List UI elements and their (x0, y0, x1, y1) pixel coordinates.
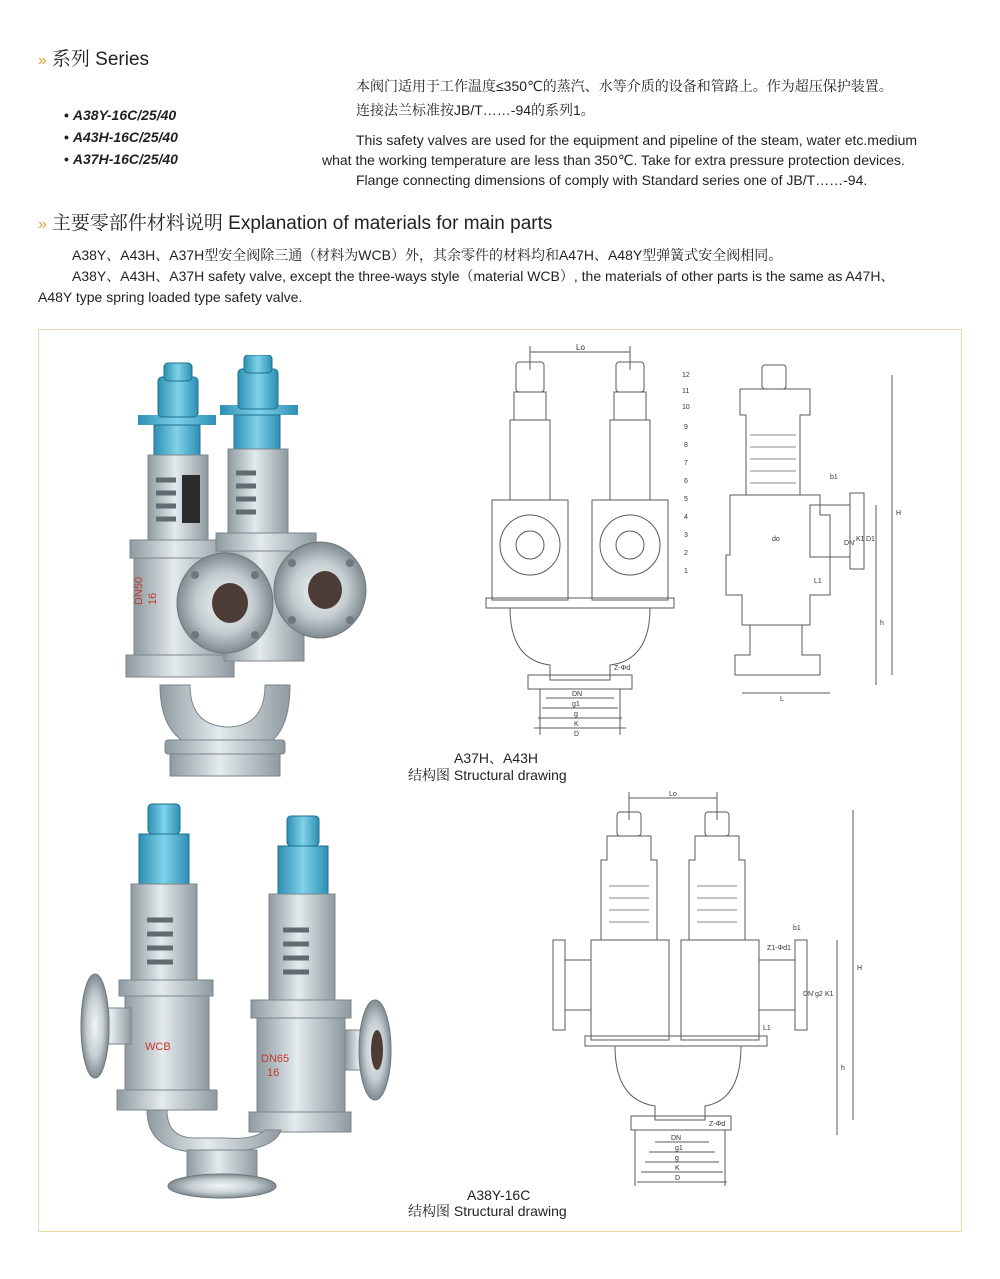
dim-label: K (574, 721, 579, 728)
part-number: 8 (684, 442, 688, 449)
valve-photo-a38y (75, 800, 405, 1210)
part-number: 3 (684, 532, 688, 539)
dim-label: h (841, 1065, 845, 1072)
dim-label: b1 (793, 925, 801, 932)
model-item: • A37H-16C/25/40 (64, 148, 178, 170)
dim-label: do (772, 536, 780, 543)
dim-label: g1 (572, 701, 580, 708)
dim-label: DN (572, 691, 583, 698)
dim-label: K (675, 1165, 680, 1172)
photo-mark: WCB (145, 1041, 171, 1053)
part-number: 5 (684, 496, 688, 503)
dim-label: L1 (763, 1025, 771, 1032)
section-materials-heading (38, 208, 552, 235)
dim-label: DN (671, 1135, 682, 1142)
materials-en-line-2: A48Y type spring loaded type safety valve. (38, 289, 303, 305)
dim-label: D1 (866, 536, 875, 543)
model-item: • A43H-16C/25/40 (64, 126, 178, 148)
dim-label: K1 (825, 991, 834, 998)
part-number: 10 (682, 404, 690, 411)
section-series-heading (38, 44, 149, 71)
series-en-line-1: This safety valves are used for the equipment and pipeline of the steam, water etc.medium (356, 132, 918, 148)
figure2-model-caption: A38Y-16C (467, 1187, 531, 1203)
figure2-drawing-caption: 结构图 Structural drawing (408, 1203, 567, 1219)
dim-label: Lo (576, 343, 585, 352)
dim-label: H (857, 965, 863, 972)
dim-label: h (880, 620, 884, 627)
dim-label: DN' (844, 540, 856, 547)
dim-label: L1 (814, 578, 822, 585)
structural-drawing-1-front (480, 340, 680, 745)
part-number: 12 (682, 372, 690, 379)
part-number: 2 (684, 550, 688, 557)
section-series-title: 系列 Series (51, 49, 150, 70)
dim-label: g (675, 1155, 679, 1162)
materials-en-line-1: A38Y、A43H、A37H safety valve, except the three-ways style（material WCB）, the materials of other parts is the same as A47H、 (72, 268, 895, 284)
dim-label: g2 (815, 991, 823, 998)
part-number: 9 (684, 424, 688, 431)
chevron-icon: » (38, 52, 44, 69)
part-number: 4 (684, 514, 688, 521)
dim-label: K1 (856, 536, 865, 543)
dim-label: g (574, 711, 578, 718)
part-number: 1 (684, 568, 688, 575)
part-number: 6 (684, 478, 688, 485)
section-materials-title: 主要零部件材料说明 Explanation of materials for main parts (51, 213, 553, 234)
dim-label: L (780, 696, 784, 703)
dim-label: Lo (669, 791, 677, 798)
chevron-icon: » (38, 216, 44, 233)
model-list (64, 104, 178, 170)
dim-label: D (574, 731, 580, 738)
dim-label: D (675, 1175, 681, 1182)
series-cn-line-2: 连接法兰标准按JB/T……-94的系列1。 (356, 102, 595, 118)
figure1-drawing-caption: 结构图 Structural drawing (408, 767, 567, 783)
dim-label: Z-Φd (614, 665, 631, 672)
part-number: 11 (682, 388, 690, 395)
series-en-line-3: Flange connecting dimensions of comply with Standard series one of JB/T……-94. (356, 172, 868, 188)
dim-label: H (896, 510, 902, 517)
part-number: 7 (684, 460, 688, 467)
valve-photo-twin-top (120, 355, 370, 785)
dim-label: Z1-Φd1 (767, 945, 791, 952)
series-cn-line-1: 本阀门适用于工作温度≤350℃的蒸汽、水等介质的设备和管路上。作为超压保护装置。 (356, 78, 893, 94)
photo-mark: 16 (147, 592, 159, 605)
photo-mark: 16 (267, 1067, 280, 1079)
photo-mark: DN65 (261, 1053, 290, 1065)
photo-mark: DN50 (133, 576, 145, 605)
dim-label: DN' (803, 991, 815, 998)
dim-label: b1 (830, 474, 838, 481)
materials-cn-line: A38Y、A43H、A37H型安全阀除三通（材料为WCB）外，其余零件的材料均和A47H、A48Y型弹簧式安全阀相同。 (72, 247, 783, 263)
structural-drawing-1-section (680, 355, 920, 710)
dim-label: Z-Φd (709, 1121, 726, 1128)
dim-label: g1 (675, 1145, 683, 1152)
structural-drawing-2 (545, 790, 875, 1190)
series-en-line-2: what the working temperature are less than 350℃. Take for extra pressure protection devices. (322, 152, 905, 168)
model-item: • A38Y-16C/25/40 (64, 104, 178, 126)
figure1-model-caption: A37H、A43H (454, 750, 539, 766)
